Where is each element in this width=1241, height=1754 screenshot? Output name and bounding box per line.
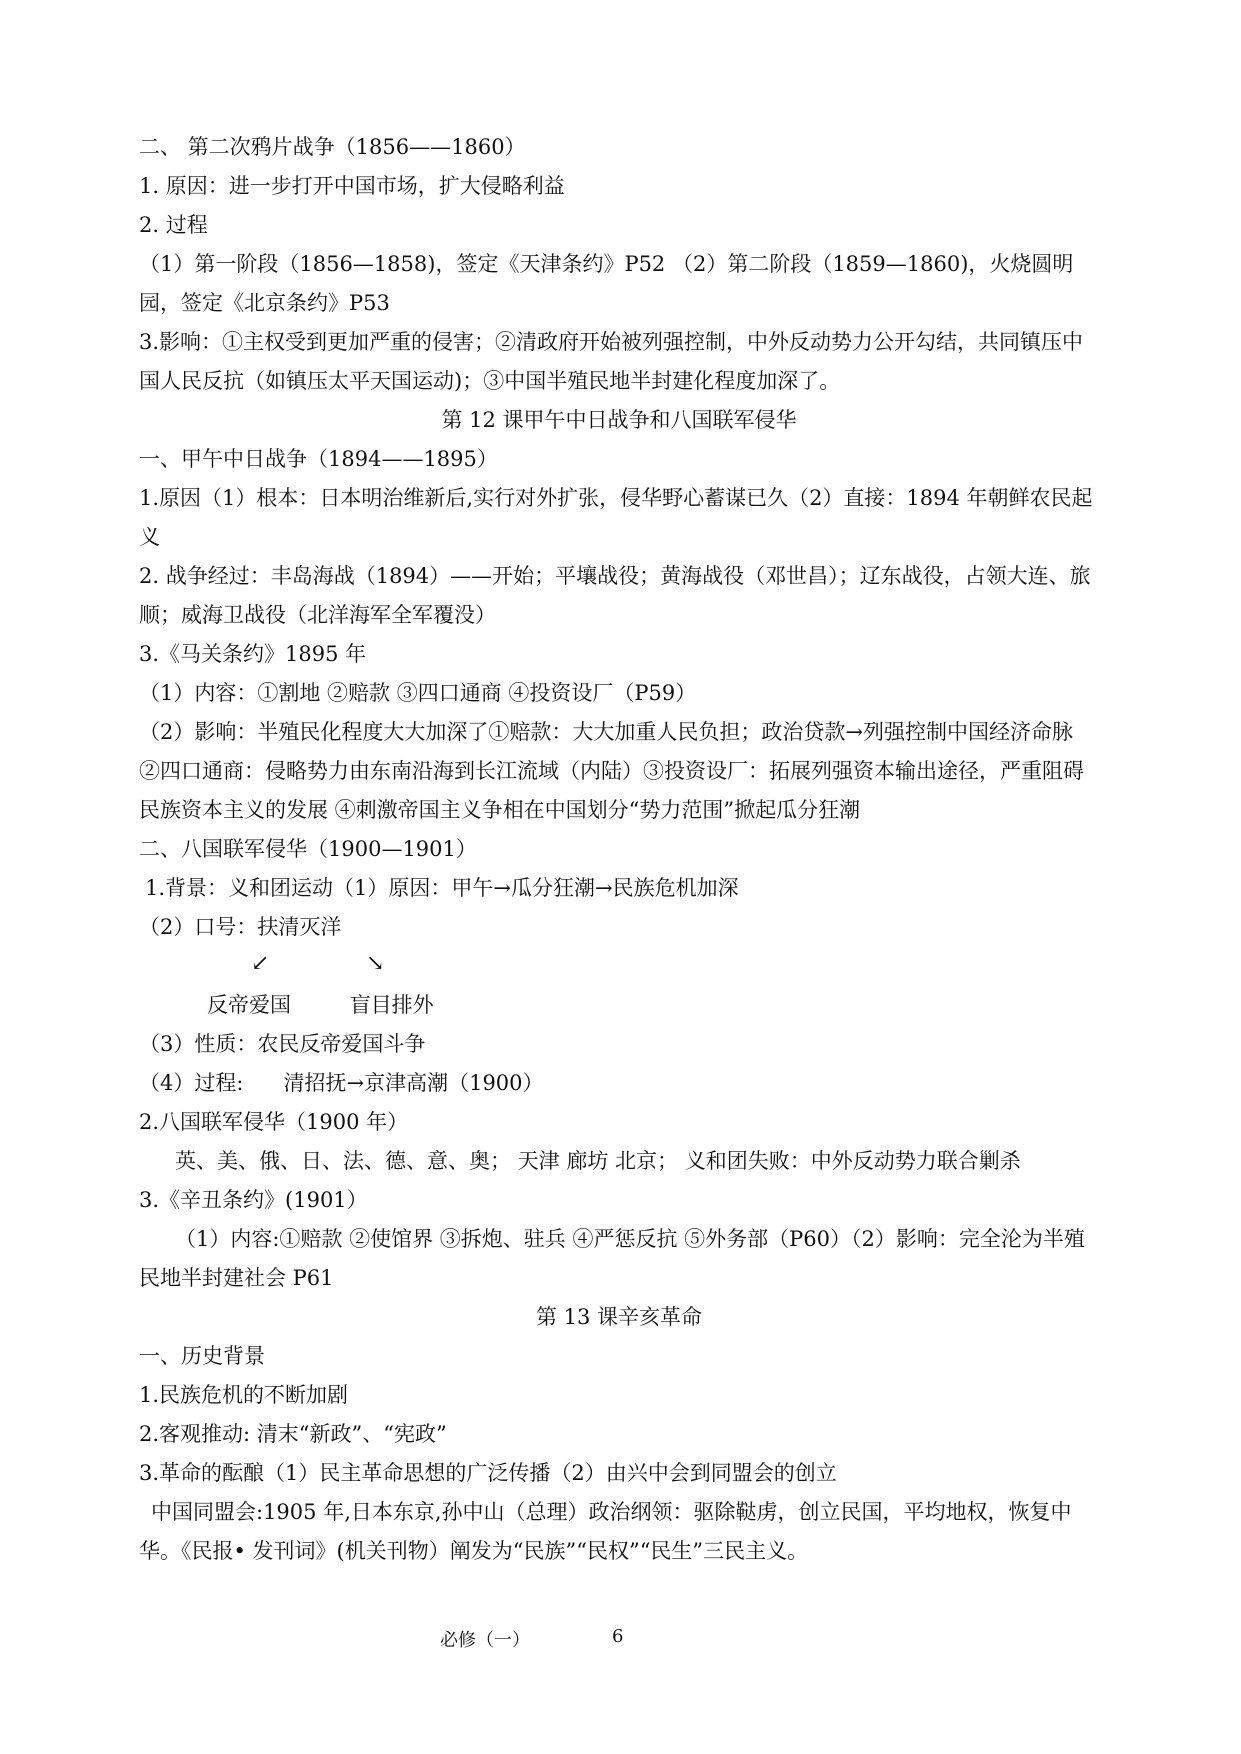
section-heading: 一、历史背景	[139, 1344, 265, 1368]
arrow-down-right-icon: ↘	[366, 951, 385, 976]
text-line: （4）过程: 清招抚→京津高潮（1900）	[139, 1071, 544, 1095]
text-paragraph: 中国同盟会:1905 年,日本东京,孙中山（总理）政治纲领：驱除鞑虏，创立民国，平均地权，恢复中华。《民报• 发刊词》(机关刊物）阐发为“民族”“民权”“民生”三民主义。	[139, 1500, 1072, 1563]
section-heading: 二、八国联军侵华（1900—1901）	[139, 837, 477, 861]
slogan-arrows	[139, 947, 1099, 986]
section-heading: 一、甲午中日战争（1894——1895）	[139, 447, 498, 471]
text-line: （1）内容：①割地 ②赔款 ③四口通商 ④投资设厂（P59）	[139, 681, 697, 705]
text-paragraph: 2. 战争经过：丰岛海战（1894）——开始；平壤战役；黄海战役（邓世昌）；辽东战役，占领大连、旅顺；威海卫战役（北洋海军全军覆没）	[139, 564, 1091, 627]
lesson-title: 第 13 课辛亥革命	[535, 1305, 703, 1329]
footer-label: 必修（一）	[440, 1630, 530, 1651]
text-line: （2）口号：扶清灭洋	[139, 915, 342, 939]
text-line: 3.《辛丑条约》(1901）	[139, 1188, 368, 1212]
text-line: 英、美、俄、日、法、德、意、奥； 天津 廊坊 北京； 义和团失败：中外反动势力联合剿杀	[175, 1149, 1021, 1173]
text-paragraph: （2）影响：半殖民化程度大大加深了①赔款：大大加重人民负担；政治贷款→列强控制中国经济命脉 ②四口通商：侵略势力由东南沿海到长江流域（内陆）③投资设厂：拓展列强资本输出途径，严重阻碍民族资本主义的发展 ④刺激帝国主义争相在中国划分“势力范围”掀起瓜分狂潮	[139, 720, 1084, 822]
text-line: 2.八国联军侵华（1900 年）	[139, 1110, 409, 1134]
text-paragraph: 3.影响：①主权受到更加严重的侵害；②清政府开始被列强控制，中外反动势力公开勾结，共同镇压中国人民反抗（如镇压太平天国运动)；③中国半殖民地半封建化程度加深了。	[139, 330, 1084, 393]
slogan-right: 盲目排外	[349, 993, 434, 1017]
slogan-branches	[139, 986, 1099, 1025]
text-paragraph: 1.原因（1）根本：日本明治维新后,实行对外扩张，侵华野心蓄谋已久（2）直接：1894 年朝鲜农民起义	[139, 486, 1093, 549]
page-number: 6	[612, 1626, 624, 1647]
text-line: （3）性质：农民反帝爱国斗争	[139, 1032, 426, 1056]
arrow-down-left-icon: ↙	[251, 951, 270, 976]
document-body	[139, 128, 1099, 1571]
text-line: 1.民族危机的不断加剧	[139, 1383, 349, 1407]
text-line: 1. 原因：进一步打开中国市场，扩大侵略利益	[139, 174, 565, 198]
section-heading: 二、 第二次鸦片战争（1856——1860）	[139, 135, 526, 159]
text-line: 3.革命的酝酿（1）民主革命思想的广泛传播（2）由兴中会到同盟会的创立	[139, 1461, 837, 1485]
text-line: 1.背景：义和团运动（1）原因：甲午→瓜分狂潮→民族危机加深	[145, 876, 739, 900]
text-paragraph: （1）内容:①赔款 ②使馆界 ③拆炮、驻兵 ④严惩反抗 ⑤外务部（P60）（2）影响：完全沦为半殖民地半封建社会 P61	[139, 1227, 1085, 1290]
text-paragraph: （1）第一阶段（1856—1858)，签定《天津条约》P52 （2）第二阶段（1859—1860)，火烧圆明园，签定《北京条约》P53	[139, 252, 1074, 315]
text-line: 2. 过程	[139, 213, 208, 237]
slogan-left: 反帝爱国	[207, 993, 291, 1017]
text-line: 2.客观推动: 清末“新政”、“宪政”	[139, 1422, 447, 1446]
text-line: 3.《马关条约》1895 年	[139, 642, 367, 666]
lesson-title: 第 12 课甲午中日战争和八国联军侵华	[441, 408, 797, 432]
